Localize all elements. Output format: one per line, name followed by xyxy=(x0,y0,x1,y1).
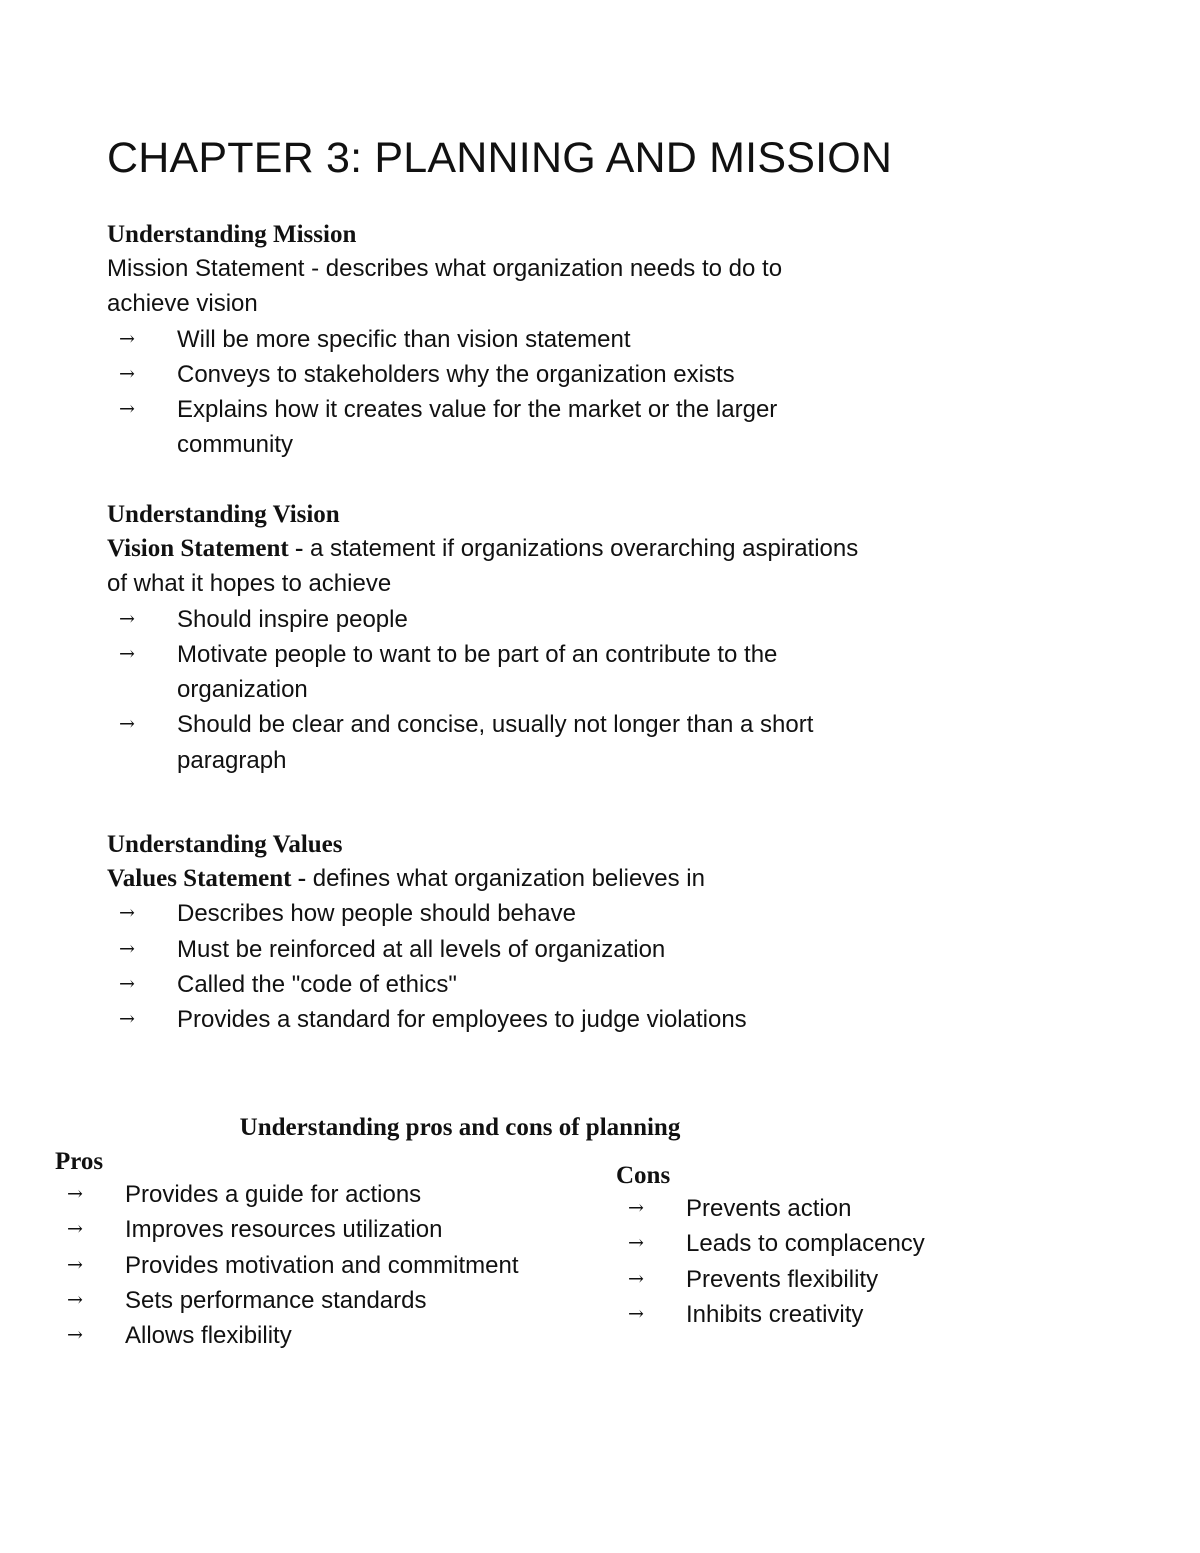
arrow-icon: → xyxy=(119,398,135,421)
bullet-text: Sets performance standards xyxy=(125,1286,427,1314)
arrow-icon: → xyxy=(628,1232,644,1255)
arrow-icon: → xyxy=(119,902,135,925)
list-item xyxy=(107,896,887,931)
values-section xyxy=(107,829,887,1037)
list-item xyxy=(107,357,867,392)
bullet-text: Must be reinforced at all levels of organization xyxy=(177,935,666,963)
list-item xyxy=(107,1002,887,1037)
mission-bullet-list xyxy=(107,322,867,463)
list-item xyxy=(616,1262,1016,1297)
arrow-icon: → xyxy=(119,607,135,630)
planning-heading: Understanding pros and cons of planning xyxy=(239,1114,681,1141)
pros-list xyxy=(55,1177,595,1353)
pros-column xyxy=(55,1147,595,1353)
arrow-icon: → xyxy=(119,937,135,960)
list-item xyxy=(616,1297,1016,1332)
arrow-icon: → xyxy=(119,972,135,995)
vision-bullet-list xyxy=(107,602,877,778)
values-definition xyxy=(107,861,887,896)
bullet-text: Conveys to stakeholders why the organization exists xyxy=(177,360,735,388)
arrow-icon: → xyxy=(67,1253,83,1276)
bullet-text: Will be more specific than vision statement xyxy=(177,325,631,353)
pros-label: Pros xyxy=(55,1148,104,1175)
list-item xyxy=(107,392,857,463)
mission-section xyxy=(107,219,867,463)
arrow-icon: → xyxy=(628,1302,644,1325)
arrow-icon: → xyxy=(119,713,135,736)
arrow-icon: → xyxy=(67,1288,83,1311)
list-item xyxy=(55,1318,595,1353)
bullet-text: Allows flexibility xyxy=(125,1322,292,1350)
vision-heading: Understanding Vision xyxy=(107,501,340,528)
list-item xyxy=(55,1177,595,1212)
arrow-icon: → xyxy=(119,327,135,350)
bullet-text: Describes how people should behave xyxy=(177,900,576,928)
cons-label: Cons xyxy=(616,1162,671,1189)
bullet-text: Improves resources utilization xyxy=(125,1216,443,1244)
page-title: CHAPTER 3: PLANNING AND MISSION xyxy=(107,134,893,182)
list-item xyxy=(55,1248,595,1283)
list-item xyxy=(107,967,887,1002)
list-item xyxy=(107,322,867,357)
bullet-text: Leads to complacency xyxy=(686,1230,925,1258)
list-item xyxy=(107,637,877,708)
mission-heading: Understanding Mission xyxy=(107,221,357,248)
bullet-text: Provides motivation and commitment xyxy=(125,1251,519,1279)
vision-section xyxy=(107,499,877,778)
vision-definition xyxy=(107,531,877,602)
bullet-text: Prevents action xyxy=(686,1195,852,1222)
list-item xyxy=(616,1191,1016,1226)
bullet-text: Provides a guide for actions xyxy=(125,1181,422,1208)
bullet-text: Called the "code of ethics" xyxy=(177,970,457,998)
bullet-text: Inhibits creativity xyxy=(686,1300,864,1328)
values-heading: Understanding Values xyxy=(107,831,343,858)
mission-definition: Mission Statement - describes what organization needs to do to achieve vision xyxy=(107,255,783,318)
values-definition-text: defines what organization believes in xyxy=(306,865,705,892)
vision-definition-text: a statement if organizations overarching aspirations of what it hopes to achieve xyxy=(107,535,859,598)
arrow-icon: → xyxy=(67,1183,83,1205)
list-item xyxy=(55,1283,595,1318)
arrow-icon: → xyxy=(628,1267,644,1290)
arrow-icon: → xyxy=(119,362,135,385)
bullet-text: Explains how it creates value for the market or the larger community xyxy=(177,396,778,459)
arrow-icon: → xyxy=(628,1197,644,1219)
list-item xyxy=(107,707,817,778)
arrow-icon: → xyxy=(67,1324,83,1347)
vision-term: Vision Statement - xyxy=(107,535,304,562)
cons-list xyxy=(616,1191,1016,1332)
bullet-text: Should inspire people xyxy=(177,605,408,633)
list-item xyxy=(107,932,887,967)
bullet-text: Provides a standard for employees to judge violations xyxy=(177,1006,747,1034)
list-item xyxy=(107,602,877,637)
values-bullet-list xyxy=(107,896,887,1037)
bullet-text: Motivate people to want to be part of an contribute to the organization xyxy=(177,640,778,704)
list-item xyxy=(616,1226,1016,1261)
cons-column xyxy=(616,1161,1016,1332)
values-term: Values Statement - xyxy=(107,865,307,892)
arrow-icon: → xyxy=(119,1008,135,1031)
list-item xyxy=(55,1212,595,1247)
arrow-icon: → xyxy=(119,642,135,665)
bullet-text: Prevents flexibility xyxy=(686,1265,879,1293)
bullet-text: Should be clear and concise, usually not longer than a short paragraph xyxy=(177,711,814,774)
arrow-icon: → xyxy=(67,1218,83,1241)
